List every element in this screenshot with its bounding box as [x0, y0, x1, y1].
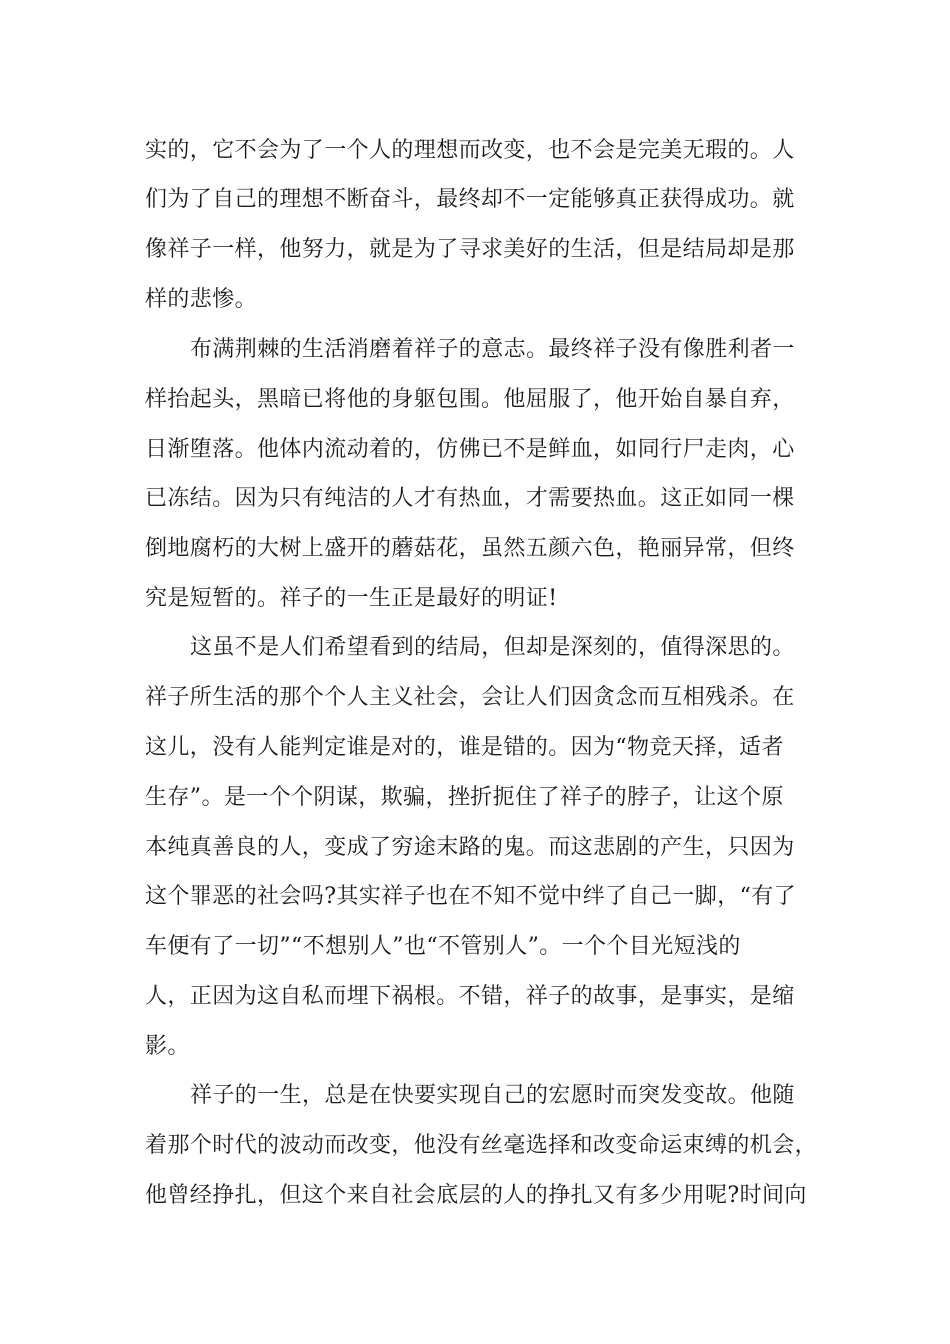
paragraph-3-line-2: 祥子所生活的那个个人主义社会，会让人们因贪念而互相残杀。在 [145, 685, 795, 710]
paragraph-3-line-8: 人，正因为这自私而埋下祸根。不错，祥子的故事，是事实，是缩 [145, 984, 795, 1009]
paragraph-3-line-5: 本纯真善良的人，变成了穷途末路的鬼。而这悲剧的产生，只因为 [145, 835, 795, 860]
paragraph-1-line-4: 样的悲惨。 [145, 287, 258, 312]
paragraph-1-line-1: 实的，它不会为了一个人的理想而改变，也不会是完美无瑕的。人 [145, 138, 795, 163]
paragraph-4-line-3: 他曾经挣扎，但这个来自社会底层的人的挣扎又有多少用呢?时间向 [145, 1183, 807, 1208]
paragraph-2-line-2: 样抬起头，黑暗已将他的身躯包围。他屈服了，他开始自暴自弃， [145, 387, 795, 412]
paragraph-1-line-2: 们为了自己的理想不断奋斗，最终却不一定能够真正获得成功。就 [145, 187, 795, 212]
paragraph-3-line-7: 车便有了一切”“不想别人”也“不管别人”。一个个目光短浅的 [145, 934, 741, 959]
paragraph-1-line-3: 像祥子一样，他努力，就是为了寻求美好的生活，但是结局却是那 [145, 237, 795, 262]
paragraph-3-line-6: 这个罪恶的社会吗?其实祥子也在不知不觉中绊了自己一脚，“有了 [145, 884, 797, 909]
paragraph-2-line-5: 倒地腐朽的大树上盛开的蘑菇花，虽然五颜六色，艳丽异常，但终 [145, 536, 795, 561]
paragraph-4-line-2: 着那个时代的波动而改变，他没有丝毫选择和改变命运束缚的机会， [145, 1133, 818, 1158]
paragraph-2-line-3: 日渐堕落。他体内流动着的，仿佛已不是鲜血，如同行尸走肉，心 [145, 437, 795, 462]
paragraph-2-line-4: 已冻结。因为只有纯洁的人才有热血，才需要热血。这正如同一棵 [145, 486, 795, 511]
paragraph-2-line-6: 究是短暂的。祥子的一生正是最好的明证! [145, 586, 558, 611]
paragraph-3-line-9: 影。 [145, 1034, 190, 1059]
paragraph-2-line-1: 布满荆棘的生活消磨着祥子的意志。最终祥子没有像胜利者一 [190, 337, 795, 362]
paragraph-3-line-4: 生存”。是一个个阴谋，欺骗，挫折扼住了祥子的脖子，让这个原 [145, 785, 784, 810]
paragraph-4-line-1: 祥子的一生，总是在快要实现自己的宏愿时而突发变故。他随 [190, 1083, 795, 1108]
paragraph-3-line-1: 这虽不是人们希望看到的结局，但却是深刻的，值得深思的。 [190, 635, 795, 660]
paragraph-3-line-3: 这儿，没有人能判定谁是对的，谁是错的。因为“物竞天择，适者 [145, 735, 784, 760]
